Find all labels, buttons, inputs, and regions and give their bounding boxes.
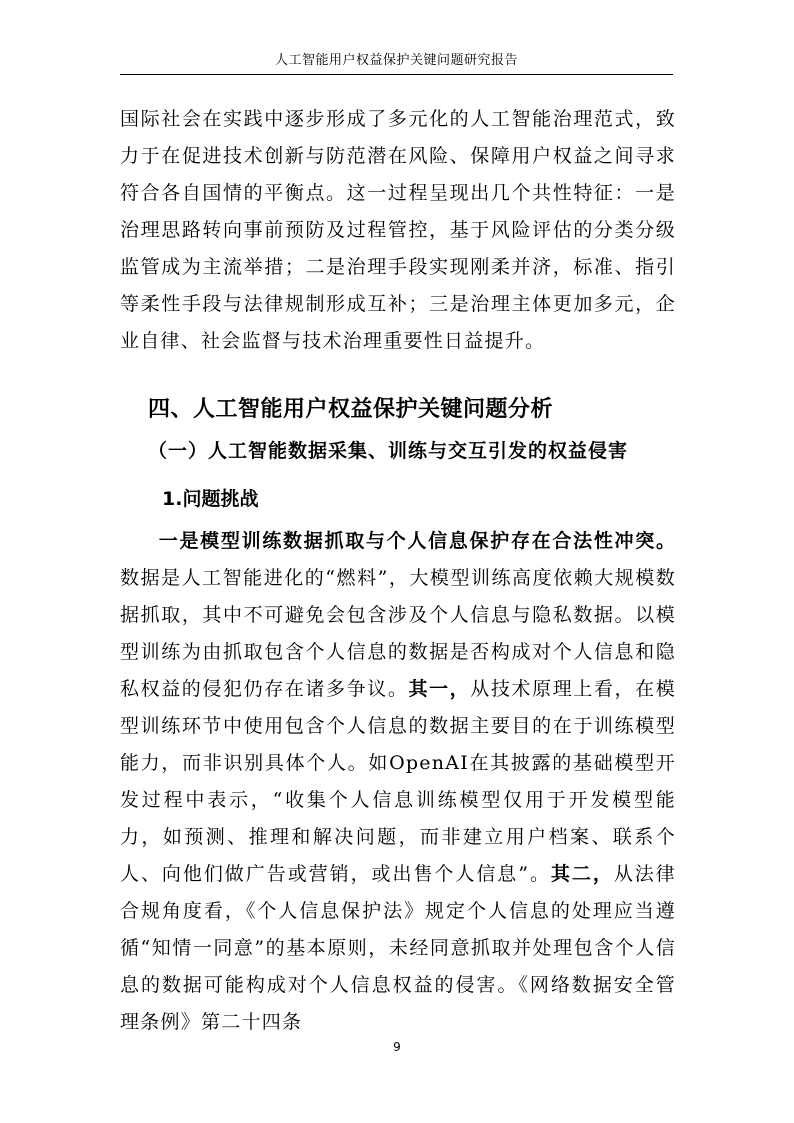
point-marker-1: 其一， [408,678,471,700]
body-paragraph-1: 国际社会在实践中逐步形成了多元化的人工智能治理范式，致力于在促进技术创新与防范潜在风险、保障用户权益之间寻求符合各自国情的平衡点。这一过程呈现出几个共性特征：一是治理思路转向事前预防及过程管控，基于风险评估的分类分级监管成为主流举措；二是治理手段实现刚柔并济，标准、指引等柔性手段与法律规制形成互补；三是治理主体更加多元，企业自律、社会监督与技术治理重要性日益提升。 [120,108,676,352]
subsection-heading: （一）人工智能数据采集、训练与交互引发的权益侵害 [148,440,629,462]
header-divider [120,74,673,75]
paragraph-text: 从技术原理上看，在模型训练环节中使用包含个人信息的数据主要目的在于训练模型能力，而非识别具体个人。如OpenAI在其披露的基础模型开发过程中表示，“收集个人信息训练模型仅用于开发模型能力，如预测、推理和解决问题，而非建立用户档案、联系个人、向他们做广告或营销，或出售个人信息”。 [120,678,676,885]
paragraph-text: 数据是人工智能进化的“燃料”，大模型训练高度依赖大规模数据抓取，其中不可避免会包含涉及个人信息与隐私数据。以模型训练为由抓取包含个人信息的数据是否构成对个人信息和隐私权益的侵犯仍存在诸多争议。 [120,567,676,700]
body-paragraph-2 [120,523,676,1041]
paragraph-text: 从法律合规角度看，《个人信息保护法》规定个人信息的处理应当遵循“知情一同意”的基本原则，未经同意抓取并处理包含个人信息的数据可能构成对个人信息权益的侵害。《网络数据安全管理条例》第二十四条 [120,863,676,1033]
section-heading: 四、人工智能用户权益保护关键问题分析 [148,397,554,422]
paragraph-lead-sentence: 一是模型训练数据抓取与个人信息保护存在合法性冲突。 [158,530,676,552]
item-heading: 1.问题挑战 [162,488,259,510]
running-header: 人工智能用户权益保护关键问题研究报告 [274,53,518,68]
page-number: 9 [393,1040,401,1054]
point-marker-2: 其二， [550,863,614,885]
